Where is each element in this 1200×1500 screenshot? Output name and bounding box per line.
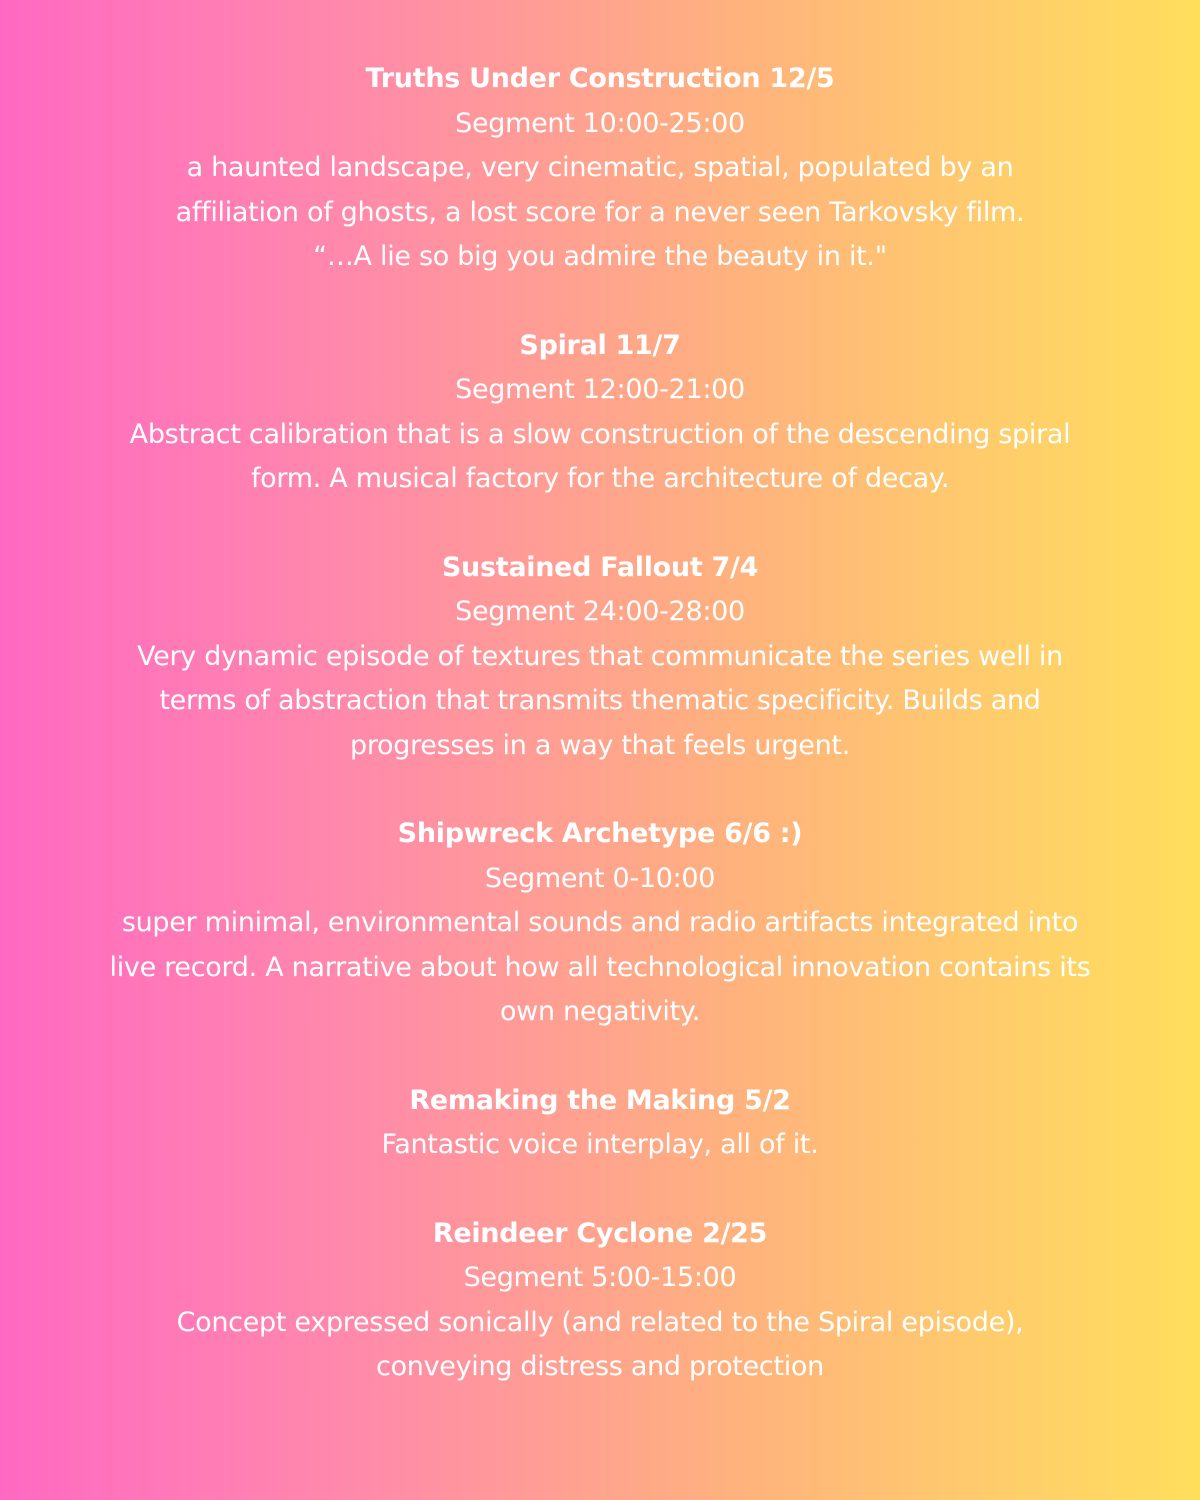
episode-segment: Segment 5:00-15:00	[463, 1262, 737, 1293]
episode-description: Abstract calibration that is a slow construction of the descending spiral form. A musical factory for the architecture of decay.	[129, 418, 1071, 494]
episode-segment: Segment 12:00-21:00	[455, 374, 745, 405]
episode-list	[100, 57, 1100, 1390]
episode-description: Fantastic voice interplay, all of it.	[381, 1129, 819, 1160]
episode-quote: “…A lie so big you admire the beauty in it."	[313, 241, 887, 272]
episode-entry	[100, 324, 1100, 502]
episode-title: Shipwreck Archetype 6/6 :)	[397, 818, 803, 849]
episode-title: Truths Under Construction 12/5	[365, 63, 835, 94]
episode-segment: Segment 10:00-25:00	[455, 107, 745, 139]
episode-description: a haunted landscape, very cinematic, spatial, populated by an affiliation of ghosts, a lost score for a never seen Tarkovsky film.	[175, 152, 1025, 228]
episode-entry	[100, 57, 1100, 280]
episode-segment: Segment 0-10:00	[484, 862, 716, 894]
episode-description: Very dynamic episode of textures that communicate the series well in terms of abstraction that transmits thematic specificity. Builds and progresses in a way that feels urgent.	[137, 640, 1063, 761]
episode-entry	[100, 1212, 1100, 1390]
episode-title: Spiral 11/7	[519, 329, 681, 361]
episode-segment: Segment 24:00-28:00	[455, 596, 745, 627]
episode-title: Reindeer Cyclone 2/25	[432, 1217, 768, 1249]
episode-title: Sustained Fallout 7/4	[441, 551, 759, 583]
episode-description: Concept expressed sonically (and related to the Spiral episode), conveying distress and protection	[176, 1306, 1024, 1382]
episode-entry	[100, 546, 1100, 769]
episode-entry	[100, 812, 1100, 1035]
episode-title: Remaking the Making 5/2	[409, 1084, 791, 1116]
episode-entry	[100, 1079, 1100, 1168]
episode-description: super minimal, environmental sounds and radio artifacts integrated into live record. A narrative about how all technological innovation contains its own negativity.	[109, 907, 1091, 1027]
